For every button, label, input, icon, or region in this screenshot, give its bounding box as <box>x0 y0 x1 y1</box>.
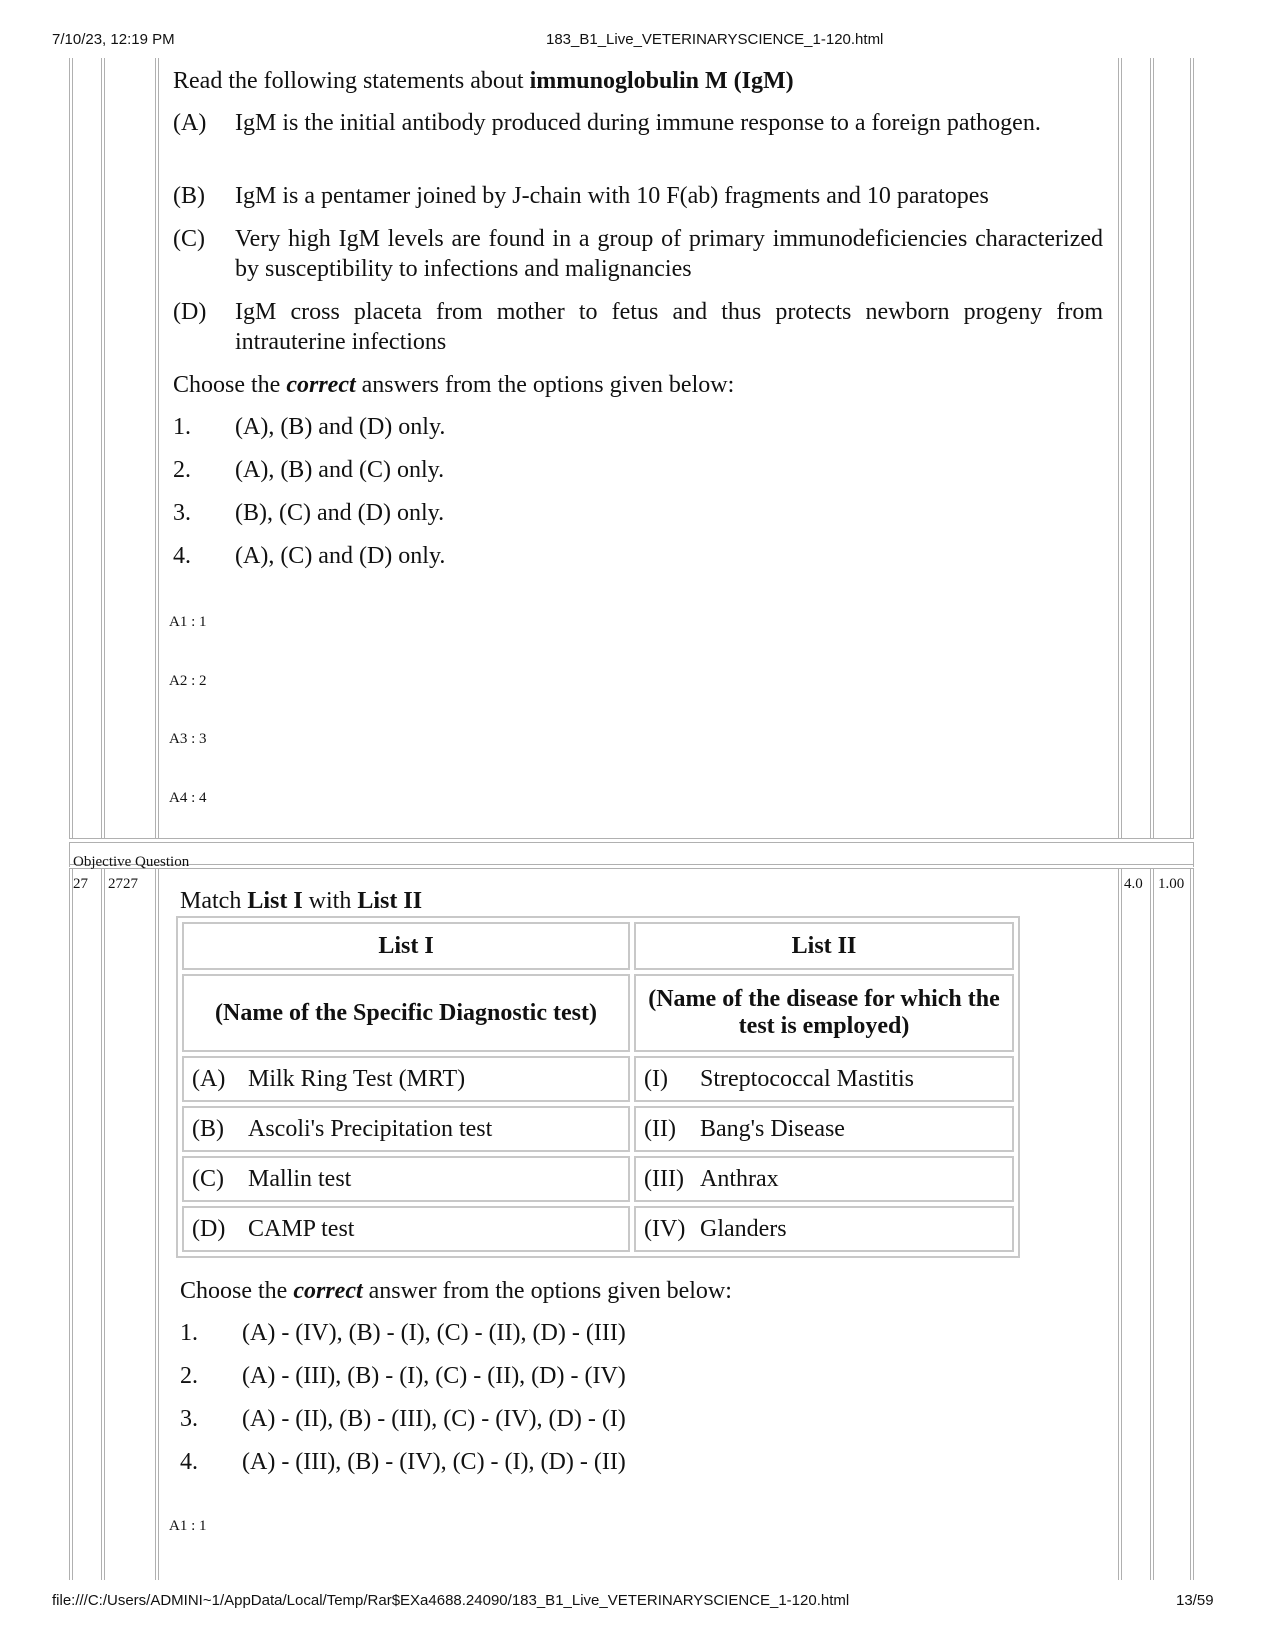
table-row <box>182 1056 1014 1102</box>
frame-line <box>1121 868 1151 869</box>
frame-line <box>1193 58 1194 838</box>
frame-line <box>1121 58 1122 838</box>
statement: (D) IgM cross placeta from mother to fetus and thus protects newborn progeny from intrauterine infections <box>173 299 1103 355</box>
answer-option: 3. (A) - (II), (B) - (III), (C) - (IV), (D) - (I) <box>180 1406 626 1432</box>
q26-choose-instruction: Choose the correct answers from the options given below: <box>173 372 735 398</box>
question-marks: 4.0 <box>1124 876 1143 892</box>
frame-line <box>72 58 73 838</box>
statement: (A) IgM is the initial antibody produced during immune response to a foreign pathogen. <box>173 110 1041 136</box>
table-header: List I <box>182 922 630 970</box>
frame-line <box>1190 58 1191 838</box>
frame-line <box>69 864 1194 865</box>
frame-line <box>69 58 70 838</box>
frame-line <box>101 868 102 1580</box>
frame-line <box>104 58 105 838</box>
table-cell: (III) Anthrax <box>634 1156 1014 1202</box>
statement: (C) Very high IgM levels are found in a group of primary immunodeficiencies characterized by susceptibility to infections and malignancies <box>173 226 1103 282</box>
frame-line <box>158 868 159 1580</box>
answer-option: 1. (A) - (IV), (B) - (I), (C) - (II), (D) - (III) <box>180 1320 626 1346</box>
table-cell: (C) Mallin test <box>182 1156 630 1202</box>
frame-line <box>69 868 1194 869</box>
answer-option: 1. (A), (B) and (D) only. <box>173 414 446 440</box>
file-path: file:///C:/Users/ADMINI~1/AppData/Local/Temp/Rar$EXa4688.24090/183_B1_Live_VETERINARYSCIENCE_1-120.html <box>52 1592 850 1609</box>
q27-intro: Match List I with List II <box>180 888 423 914</box>
frame-line <box>1153 868 1191 869</box>
answer-key: A4 : 4 <box>169 790 207 806</box>
question-type-label: Objective Question <box>73 854 190 870</box>
table-subheader: (Name of the disease for which the test is employed) <box>634 974 1014 1052</box>
answer-option: 4. (A) - (III), (B) - (IV), (C) - (I), (D) - (II) <box>180 1449 626 1475</box>
frame-line <box>1150 58 1151 838</box>
frame-line <box>1118 58 1119 838</box>
table-header: List II <box>634 922 1014 970</box>
q26-intro: Read the following statements about immunoglobulin M (IgM) <box>173 68 794 94</box>
frame-line <box>104 868 105 1580</box>
frame-line <box>155 58 156 838</box>
question-serial: 27 <box>73 876 88 892</box>
answer-key: A2 : 2 <box>169 673 207 689</box>
frame-line <box>155 868 156 1580</box>
answer-key: A3 : 3 <box>169 731 207 747</box>
table-row <box>182 1206 1014 1252</box>
question-id: 2727 <box>108 876 138 892</box>
answer-option: 4. (A), (C) and (D) only. <box>173 543 446 569</box>
match-table <box>176 916 1020 1258</box>
answer-option: 3. (B), (C) and (D) only. <box>173 500 445 526</box>
q27-choose-instruction: Choose the correct answer from the options given below: <box>180 1278 732 1304</box>
question-negative-marks: 1.00 <box>1158 876 1185 892</box>
table-cell: (I) Streptococcal Mastitis <box>634 1056 1014 1102</box>
table-row <box>182 922 1014 970</box>
table-cell: (II) Bang's Disease <box>634 1106 1014 1152</box>
frame-line <box>1150 868 1151 1580</box>
frame-line <box>101 58 102 838</box>
answer-key: A1 : 1 <box>169 614 207 630</box>
frame-line <box>1118 868 1119 1580</box>
table-row <box>182 1106 1014 1152</box>
print-datetime: 7/10/23, 12:19 PM <box>52 31 175 48</box>
frame-line <box>1193 868 1194 1580</box>
frame-line <box>69 868 70 1580</box>
table-cell: (B) Ascoli's Precipitation test <box>182 1106 630 1152</box>
table-subheader: (Name of the Specific Diagnostic test) <box>182 974 630 1052</box>
frame-line <box>1193 842 1194 867</box>
frame-line <box>158 58 159 838</box>
table-row <box>182 974 1014 1052</box>
frame-line <box>69 842 1194 843</box>
table-row <box>182 1156 1014 1202</box>
frame-line <box>69 842 70 867</box>
answer-option: 2. (A) - (III), (B) - (I), (C) - (II), (D) - (IV) <box>180 1363 626 1389</box>
frame-line <box>72 868 73 1580</box>
table-cell: (D) CAMP test <box>182 1206 630 1252</box>
answer-key: A1 : 1 <box>169 1518 207 1534</box>
table-cell: (A) Milk Ring Test (MRT) <box>182 1056 630 1102</box>
document-title: 183_B1_Live_VETERINARYSCIENCE_1-120.html <box>546 31 884 48</box>
frame-line <box>1153 58 1154 838</box>
frame-line <box>1190 868 1191 1580</box>
frame-line <box>69 838 1194 839</box>
table-cell: (IV) Glanders <box>634 1206 1014 1252</box>
frame-line <box>1153 868 1154 1580</box>
statement: (B) IgM is a pentamer joined by J-chain with 10 F(ab) fragments and 10 paratopes <box>173 183 989 209</box>
answer-option: 2. (A), (B) and (C) only. <box>173 457 445 483</box>
page-number: 13/59 <box>1176 1592 1214 1609</box>
frame-line <box>1121 868 1122 1580</box>
